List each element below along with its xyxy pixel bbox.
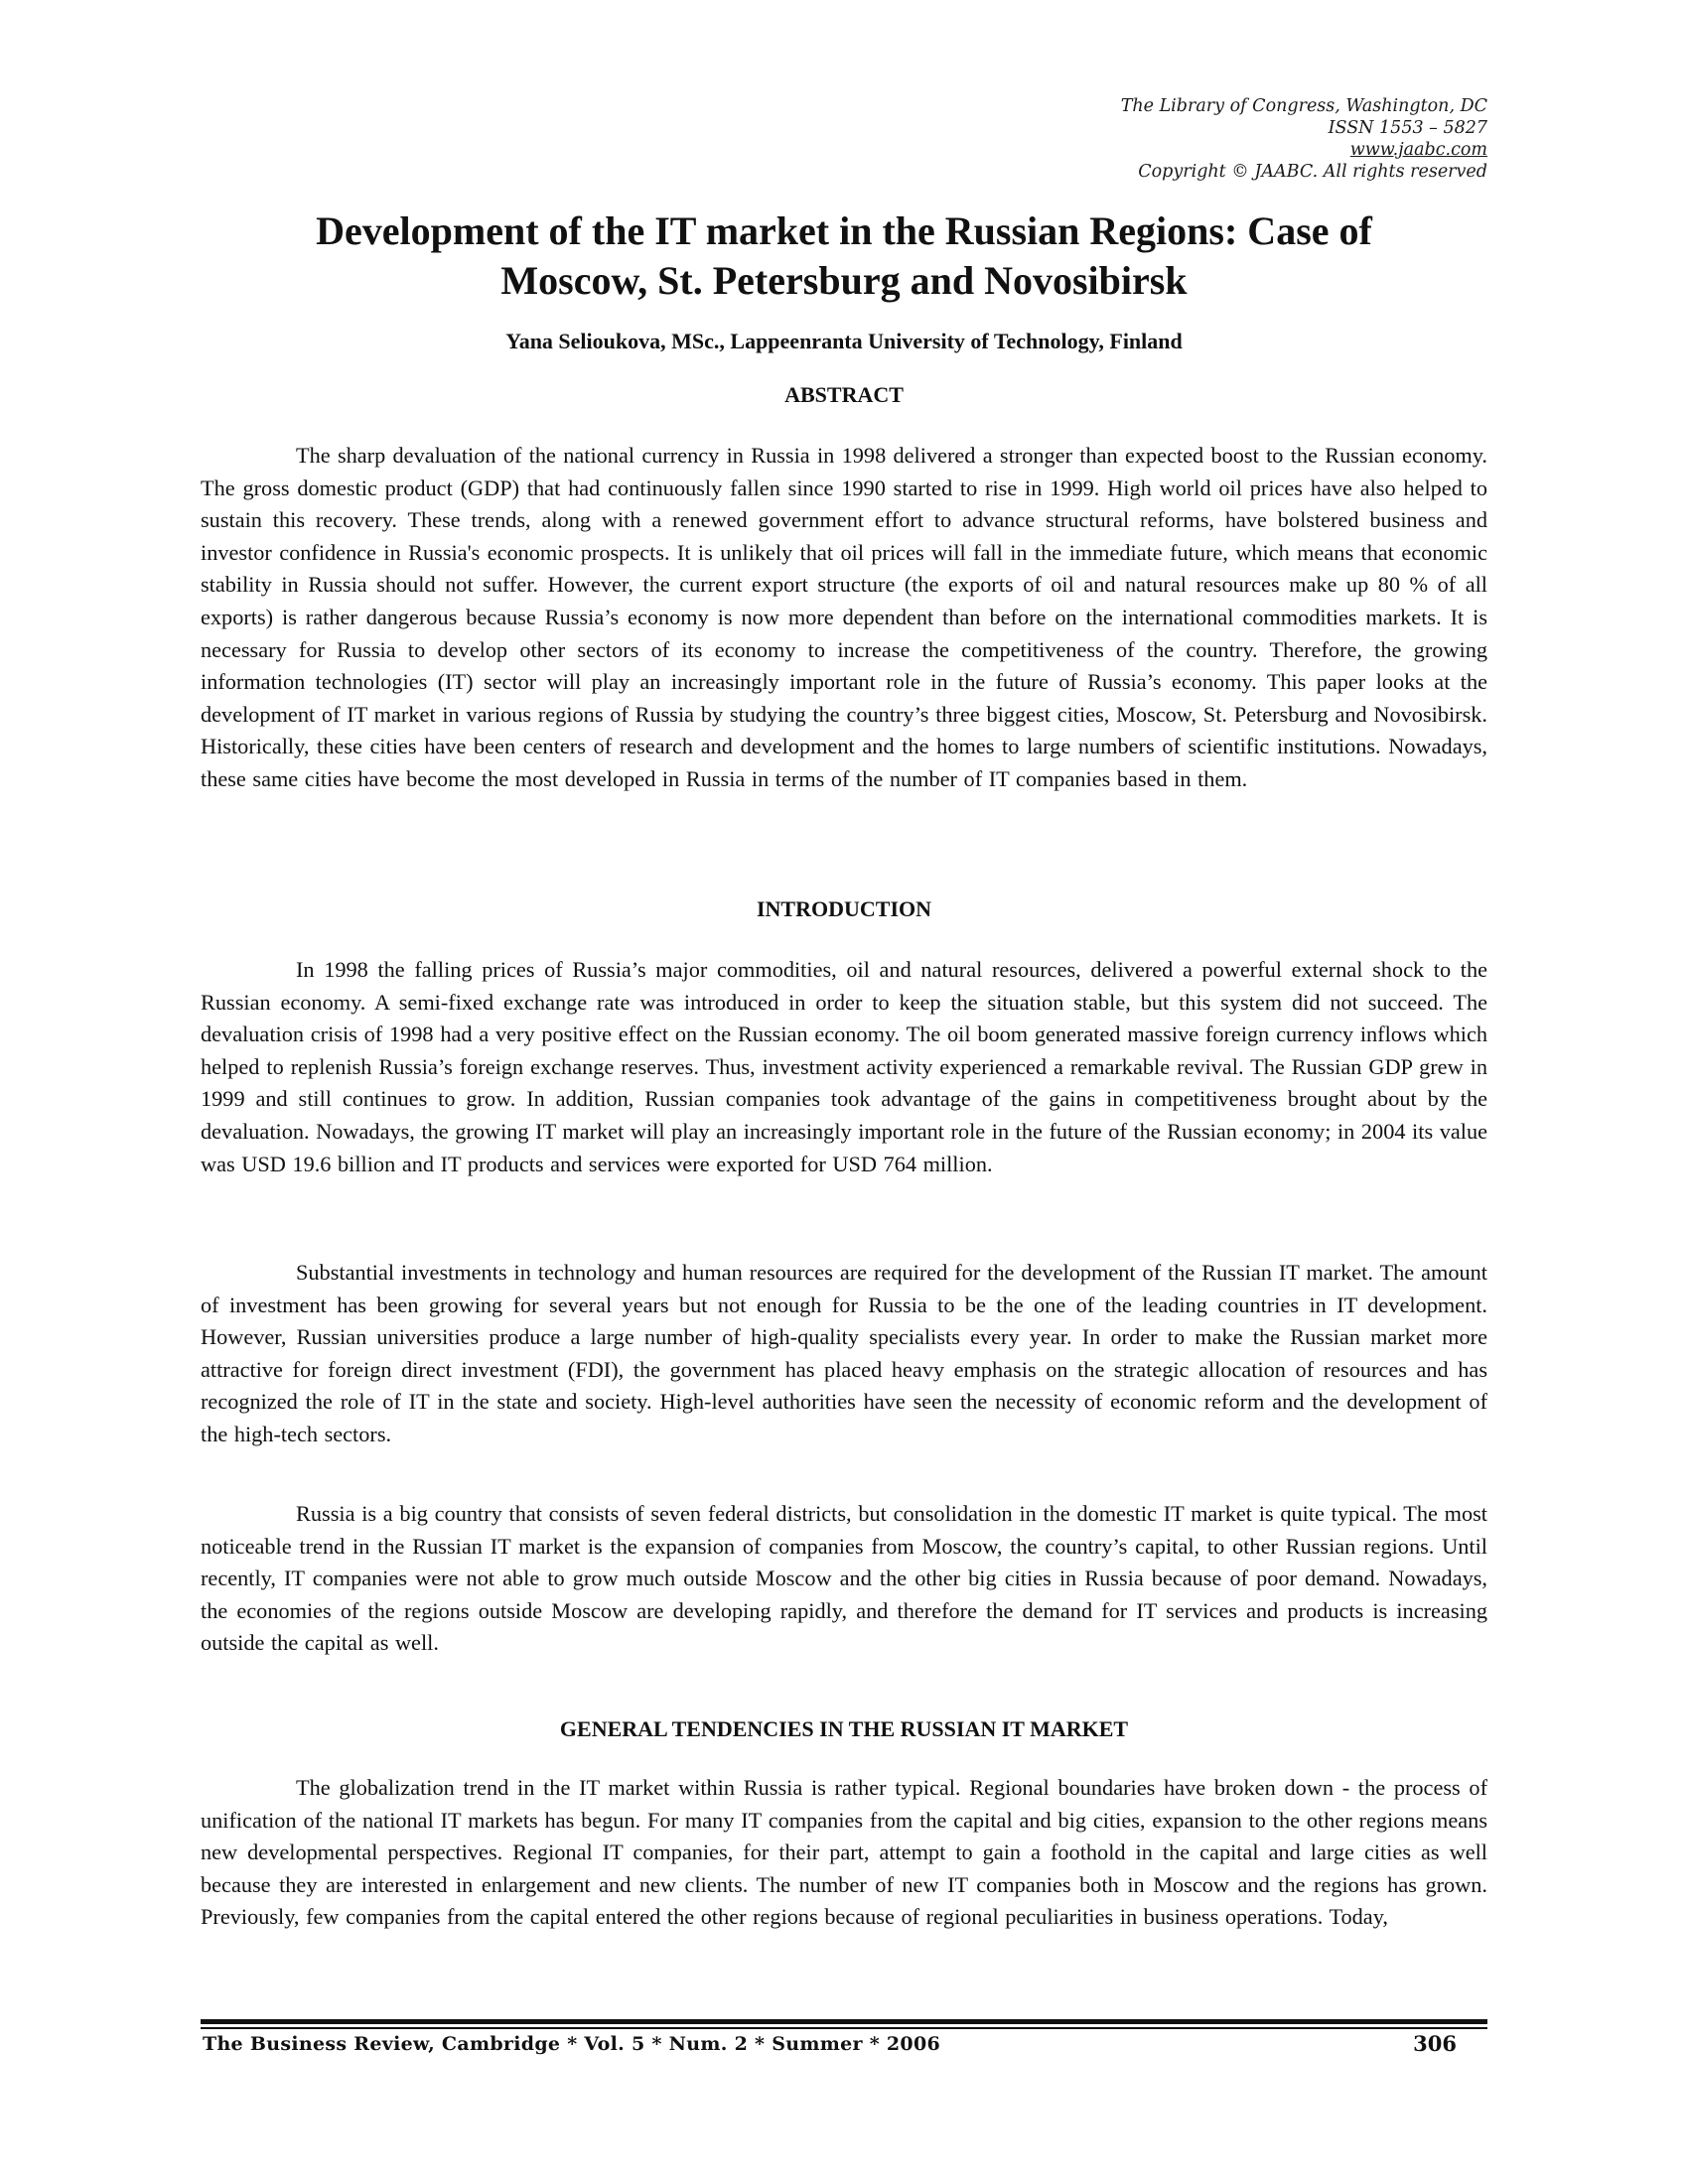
paper-title — [199, 206, 1489, 306]
introduction-paragraph-3: Russia is a big country that consists of seven federal districts, but consolidation in the domestic IT market is quite typical. The most noticeable trend in the Russian IT market is the expansion of companies from Moscow, the country’s capital, to other Russian regions. Until recently, IT companies were not able to grow much outside Moscow and the other big cities in Russia because of poor demand. Nowadays, the economies of the regions outside Moscow are developing rapidly, and therefore the demand for IT services and products is increasing outside the capital as well. — [201, 1501, 1487, 1656]
author-affiliation: Yana Selioukova, MSc., Lappeenranta University of Technology, Finland — [505, 329, 1183, 353]
footer-rule-thin — [201, 2027, 1487, 2029]
paper-title-line-1: Development of the IT market in the Russian Regions: Case of — [316, 208, 1372, 253]
introduction-paragraph-2: Substantial investments in technology and human resources are required for the development of the Russian IT market. The amount of investment has been growing for several years but not enough for Russia to be the one of the leading countries in IT development. However, Russian universities produce a large number of high-quality specialists every year. In order to make the Russian market more attractive for foreign direct investment (FDI), the government has placed heavy emphasis on the strategic allocation of resources and has recognized the role of IT in the state and society. High-level authorities have seen the necessity of economic reform and the development of the high-tech sectors. — [201, 1260, 1487, 1446]
general-tendencies-paragraph: The globalization trend in the IT market within Russia is rather typical. Regional boundaries have broken down - the process of unification of the national IT markets has begun. For many IT companies from the capital and big cities, expansion to the other regions means new developmental perspectives. Regional IT companies, for their part, attempt to gain a foothold in the capital and large cities as well because they are interested in enlargement and new clients. The number of new IT companies both in Moscow and the regions has grown. Previously, few companies from the capital entered the other regions because of regional peculiarities in business operations. Today, — [201, 1775, 1487, 1930]
journal-masthead — [1121, 95, 1487, 183]
paper-title-line-2: Moscow, St. Petersburg and Novosibirsk — [500, 258, 1188, 303]
introduction-heading: INTRODUCTION — [756, 896, 932, 921]
footer-journal-citation: The Business Review, Cambridge * Vol. 5 * Num. 2 * Summer * 2006 — [203, 2033, 940, 2055]
abstract-heading: ABSTRACT — [784, 382, 904, 407]
footer-rule-thick — [201, 2019, 1487, 2024]
abstract-paragraph: The sharp devaluation of the national currency in Russia in 1998 delivered a stronger than expected boost to the Russian economy. The gross domestic product (GDP) that had continuously fallen since 1990 started to rise in 1999. High world oil prices have also helped to sustain this recovery. These trends, along with a renewed government effort to advance structural reforms, have bolstered business and investor confidence in Russia's economic prospects. It is unlikely that oil prices will fall in the immediate future, which means that economic stability in Russia should not suffer. However, the current export structure (the exports of oil and natural resources make up 80 % of all exports) is rather dangerous because Russia’s economy is now more dependent than before on the international commodities markets. It is necessary for Russia to develop other sectors of its economy to increase the competitiveness of the country. Therefore, the growing information technologies (IT) sector will play an increasingly important role in the future of Russia’s economy. This paper looks at the development of IT market in various regions of Russia by studying the country’s three biggest cities, Moscow, St. Petersburg and Novosibirsk. Historically, these cities have been centers of research and development and the homes to large numbers of scientific institutions. Nowadays, these same cities have become the most developed in Russia in terms of the number of IT companies based in them. — [201, 443, 1487, 791]
journal-website-link[interactable]: www.jaabc.com — [1349, 140, 1487, 160]
general-tendencies-heading: GENERAL TENDENCIES IN THE RUSSIAN IT MARKET — [559, 1716, 1129, 1741]
masthead-publisher: The Library of Congress, Washington, DC — [1120, 96, 1487, 116]
masthead-copyright: Copyright © JAABC. All rights reserved — [1138, 162, 1487, 182]
introduction-paragraph-1: In 1998 the falling prices of Russia’s major commodities, oil and natural resources, delivered a powerful external shock to the Russian economy. A semi-fixed exchange rate was introduced in order to keep the situation stable, but this system did not succeed. The devaluation crisis of 1998 had a very positive effect on the Russian economy. The oil boom generated massive foreign currency inflows which helped to replenish Russia’s foreign exchange reserves. Thus, investment activity experienced a remarkable revival. The Russian GDP grew in 1999 and still continues to grow. In addition, Russian companies took advantage of the gains in competitiveness brought about by the devaluation. Nowadays, the growing IT market will play an increasingly important role in the future of the Russian economy; in 2004 its value was USD 19.6 billion and IT products and services were exported for USD 764 million. — [201, 957, 1487, 1176]
page-number: 306 — [1413, 2031, 1457, 2056]
masthead-issn: ISSN 1553 – 5827 — [1328, 118, 1487, 138]
